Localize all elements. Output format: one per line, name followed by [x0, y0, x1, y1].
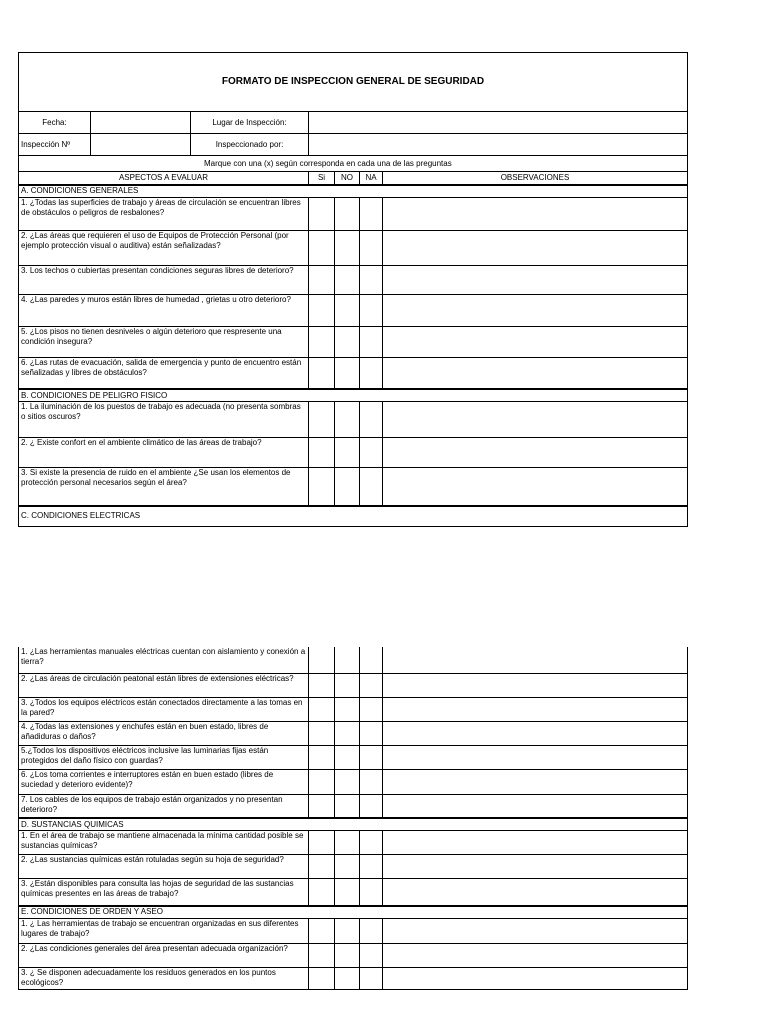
- no-checkbox[interactable]: [335, 879, 360, 906]
- question-row: [19, 326, 688, 357]
- section-row: [19, 185, 688, 198]
- na-checkbox[interactable]: [360, 697, 383, 721]
- na-checkbox[interactable]: [360, 967, 383, 989]
- section-row: [19, 389, 688, 402]
- observaciones-field[interactable]: [383, 697, 688, 721]
- na-checkbox[interactable]: [360, 879, 383, 906]
- si-checkbox[interactable]: [309, 468, 335, 506]
- observaciones-field[interactable]: [383, 745, 688, 769]
- no-checkbox[interactable]: [335, 769, 360, 794]
- inspeccion-label: Inspección Nº: [19, 134, 91, 156]
- question-text: 1. ¿Las herramientas manuales eléctricas cuentan con aislamiento y conexión a tierra?: [19, 647, 309, 673]
- observaciones-field[interactable]: [383, 831, 688, 855]
- no-checkbox[interactable]: [335, 230, 360, 265]
- na-checkbox[interactable]: [360, 721, 383, 745]
- question-row: [19, 468, 688, 506]
- na-checkbox[interactable]: [360, 468, 383, 506]
- lugar-label: Lugar de Inspección:: [191, 112, 309, 134]
- no-checkbox[interactable]: [335, 357, 360, 389]
- si-checkbox[interactable]: [309, 721, 335, 745]
- question-row: [19, 855, 688, 879]
- section-title: D. SUSTANCIAS QUIMICAS: [19, 818, 688, 831]
- no-checkbox[interactable]: [335, 197, 360, 230]
- na-checkbox[interactable]: [360, 357, 383, 389]
- section-title: E. CONDICIONES DE ORDEN Y ASEO: [19, 906, 688, 919]
- observaciones-field[interactable]: [383, 879, 688, 906]
- si-checkbox[interactable]: [309, 879, 335, 906]
- observaciones-field[interactable]: [383, 943, 688, 967]
- no-checkbox[interactable]: [335, 402, 360, 438]
- question-text: 1. ¿Todas las superficies de trabajo y áreas de circulación se encuentran libres de obstáculos o peligros de resbalones?: [19, 197, 309, 230]
- question-row: [19, 831, 688, 855]
- question-text: 2. ¿Las condiciones generales del área presentan adecuada organización?: [19, 943, 309, 967]
- na-checkbox[interactable]: [360, 855, 383, 879]
- question-row: [19, 265, 688, 294]
- si-checkbox[interactable]: [309, 967, 335, 989]
- form-title: FORMATO DE INSPECCION GENERAL DE SEGURIDAD: [19, 53, 688, 112]
- section-title: C. CONDICIONES ELECTRICAS: [19, 506, 688, 527]
- observaciones-field[interactable]: [383, 673, 688, 697]
- question-text: 7. Los cables de los equipos de trabajo están organizados y no presentan deterioro?: [19, 794, 309, 818]
- question-row: [19, 230, 688, 265]
- si-checkbox[interactable]: [309, 438, 335, 468]
- observaciones-field[interactable]: [383, 769, 688, 794]
- fecha-field[interactable]: [91, 112, 191, 134]
- si-checkbox[interactable]: [309, 697, 335, 721]
- no-checkbox[interactable]: [335, 943, 360, 967]
- section-row: [19, 506, 688, 527]
- na-checkbox[interactable]: [360, 402, 383, 438]
- si-checkbox[interactable]: [309, 855, 335, 879]
- question-text: 6. ¿Las rutas de evacuación, salida de emergencia y punto de encuentro están señalizadas y libres de obstáculos?: [19, 357, 309, 389]
- na-checkbox[interactable]: [360, 197, 383, 230]
- na-checkbox[interactable]: [360, 438, 383, 468]
- page2-body: [19, 647, 688, 989]
- question-row: [19, 721, 688, 745]
- si-checkbox[interactable]: [309, 326, 335, 357]
- question-row: [19, 294, 688, 326]
- question-row: [19, 197, 688, 230]
- observaciones-field[interactable]: [383, 855, 688, 879]
- col-si: Si: [309, 172, 335, 185]
- si-checkbox[interactable]: [309, 673, 335, 697]
- instruction-text: Marque con una (x) según corresponda en cada una de las preguntas: [19, 156, 688, 172]
- na-checkbox[interactable]: [360, 673, 383, 697]
- si-checkbox[interactable]: [309, 294, 335, 326]
- no-checkbox[interactable]: [335, 468, 360, 506]
- section-title: B. CONDICIONES DE PELIGRO FISICO: [19, 389, 688, 402]
- question-text: 4. ¿Todas las extensiones y enchufes están en buen estado, libres de añadiduras o daños?: [19, 721, 309, 745]
- observaciones-field[interactable]: [383, 967, 688, 989]
- si-checkbox[interactable]: [309, 831, 335, 855]
- question-text: 1. ¿ Las herramientas de trabajo se encuentran organizadas en sus diferentes lugares de trabajo?: [19, 918, 309, 943]
- question-text: 6. ¿Los toma corrientes e interruptores están en buen estado (libres de suciedad y deterioro evidente)?: [19, 769, 309, 794]
- question-text: 3. ¿ Se disponen adecuadamente los residuos generados en los puntos ecológicos?: [19, 967, 309, 989]
- no-checkbox[interactable]: [335, 855, 360, 879]
- col-no: NO: [335, 172, 360, 185]
- no-checkbox[interactable]: [335, 697, 360, 721]
- na-checkbox[interactable]: [360, 918, 383, 943]
- si-checkbox[interactable]: [309, 402, 335, 438]
- na-checkbox[interactable]: [360, 294, 383, 326]
- section-row: [19, 906, 688, 919]
- question-row: [19, 673, 688, 697]
- question-row: [19, 402, 688, 438]
- question-text: 1. La iluminación de los puestos de trabajo es adecuada (no presenta sombras o sitios oscuros?: [19, 402, 309, 438]
- question-row: [19, 794, 688, 818]
- observaciones-field[interactable]: [383, 721, 688, 745]
- question-text: 2. ¿Las áreas que requieren el uso de Equipos de Protección Personal (por ejemplo protección visual o auditiva) están señalizadas?: [19, 230, 309, 265]
- question-row: [19, 647, 688, 673]
- inspeccion-field[interactable]: [91, 134, 191, 156]
- si-checkbox[interactable]: [309, 794, 335, 818]
- question-text: 3. ¿Todos los equipos eléctricos están conectados directamente a las tomas en la pared?: [19, 697, 309, 721]
- observaciones-field[interactable]: [383, 402, 688, 438]
- observaciones-field[interactable]: [383, 230, 688, 265]
- question-row: [19, 943, 688, 967]
- na-checkbox[interactable]: [360, 745, 383, 769]
- na-checkbox[interactable]: [360, 831, 383, 855]
- si-checkbox[interactable]: [309, 647, 335, 673]
- no-checkbox[interactable]: [335, 794, 360, 818]
- si-checkbox[interactable]: [309, 918, 335, 943]
- question-row: [19, 745, 688, 769]
- na-checkbox[interactable]: [360, 230, 383, 265]
- observaciones-field[interactable]: [383, 326, 688, 357]
- na-checkbox[interactable]: [360, 943, 383, 967]
- question-text: 2. ¿Las áreas de circulación peatonal están libres de extensiones eléctricas?: [19, 673, 309, 697]
- page1-body: [19, 185, 688, 527]
- observaciones-field[interactable]: [383, 468, 688, 506]
- observaciones-field[interactable]: [383, 294, 688, 326]
- observaciones-field[interactable]: [383, 438, 688, 468]
- question-row: [19, 918, 688, 943]
- no-checkbox[interactable]: [335, 721, 360, 745]
- question-row: [19, 769, 688, 794]
- no-checkbox[interactable]: [335, 831, 360, 855]
- question-text: 3. Si existe la presencia de ruido en el ambiente ¿Se usan los elementos de protección personal necesarios según el área?: [19, 468, 309, 506]
- question-row: [19, 438, 688, 468]
- inspeccionado-label: Inspeccionado por:: [191, 134, 309, 156]
- na-checkbox[interactable]: [360, 794, 383, 818]
- no-checkbox[interactable]: [335, 438, 360, 468]
- no-checkbox[interactable]: [335, 918, 360, 943]
- na-checkbox[interactable]: [360, 265, 383, 294]
- no-checkbox[interactable]: [335, 967, 360, 989]
- no-checkbox[interactable]: [335, 326, 360, 357]
- inspection-form-page2: [18, 647, 688, 990]
- col-observaciones: OBSERVACIONES: [383, 172, 688, 185]
- observaciones-field[interactable]: [383, 265, 688, 294]
- si-checkbox[interactable]: [309, 745, 335, 769]
- si-checkbox[interactable]: [309, 943, 335, 967]
- observaciones-field[interactable]: [383, 197, 688, 230]
- col-na: NA: [360, 172, 383, 185]
- question-text: 2. ¿ Existe confort en el ambiente climático de las áreas de trabajo?: [19, 438, 309, 468]
- lugar-field[interactable]: [309, 112, 688, 134]
- inspeccionado-field[interactable]: [309, 134, 688, 156]
- na-checkbox[interactable]: [360, 769, 383, 794]
- question-text: 3. ¿Están disponibles para consulta las hojas de seguridad de las sustancias químicas presentes en las áreas de trabajo?: [19, 879, 309, 906]
- si-checkbox[interactable]: [309, 197, 335, 230]
- question-text: 1. En el área de trabajo se mantiene almacenada la mínima cantidad posible se sustancias químicas?: [19, 831, 309, 855]
- question-row: [19, 967, 688, 989]
- si-checkbox[interactable]: [309, 357, 335, 389]
- question-text: 2. ¿Las sustancias químicas están rotuladas según su hoja de seguridad?: [19, 855, 309, 879]
- si-checkbox[interactable]: [309, 769, 335, 794]
- no-checkbox[interactable]: [335, 294, 360, 326]
- fecha-label: Fecha:: [19, 112, 91, 134]
- na-checkbox[interactable]: [360, 326, 383, 357]
- no-checkbox[interactable]: [335, 265, 360, 294]
- question-text: 5. ¿Los pisos no tienen desniveles o algún deterioro que respresente una condición insegura?: [19, 326, 309, 357]
- question-row: [19, 879, 688, 906]
- si-checkbox[interactable]: [309, 230, 335, 265]
- question-row: [19, 697, 688, 721]
- observaciones-field[interactable]: [383, 357, 688, 389]
- section-title: A. CONDICIONES GENERALES: [19, 185, 688, 198]
- question-row: [19, 357, 688, 389]
- observaciones-field[interactable]: [383, 794, 688, 818]
- question-text: 3. Los techos o cubiertas presentan condiciones seguras libres de deterioro?: [19, 265, 309, 294]
- question-text: 4. ¿Las paredes y muros están libres de humedad , grietas u otro deterioro?: [19, 294, 309, 326]
- si-checkbox[interactable]: [309, 265, 335, 294]
- question-text: 5.¿Todos los dispositivos eléctricos inclusive las luminarias fijas están protegidos del daño físico con guardas?: [19, 745, 309, 769]
- no-checkbox[interactable]: [335, 745, 360, 769]
- na-checkbox[interactable]: [360, 647, 383, 673]
- no-checkbox[interactable]: [335, 647, 360, 673]
- inspection-form-page1: [18, 52, 688, 527]
- observaciones-field[interactable]: [383, 918, 688, 943]
- observaciones-field[interactable]: [383, 647, 688, 673]
- col-aspectos: ASPECTOS A EVALUAR: [19, 172, 309, 185]
- section-row: [19, 818, 688, 831]
- no-checkbox[interactable]: [335, 673, 360, 697]
